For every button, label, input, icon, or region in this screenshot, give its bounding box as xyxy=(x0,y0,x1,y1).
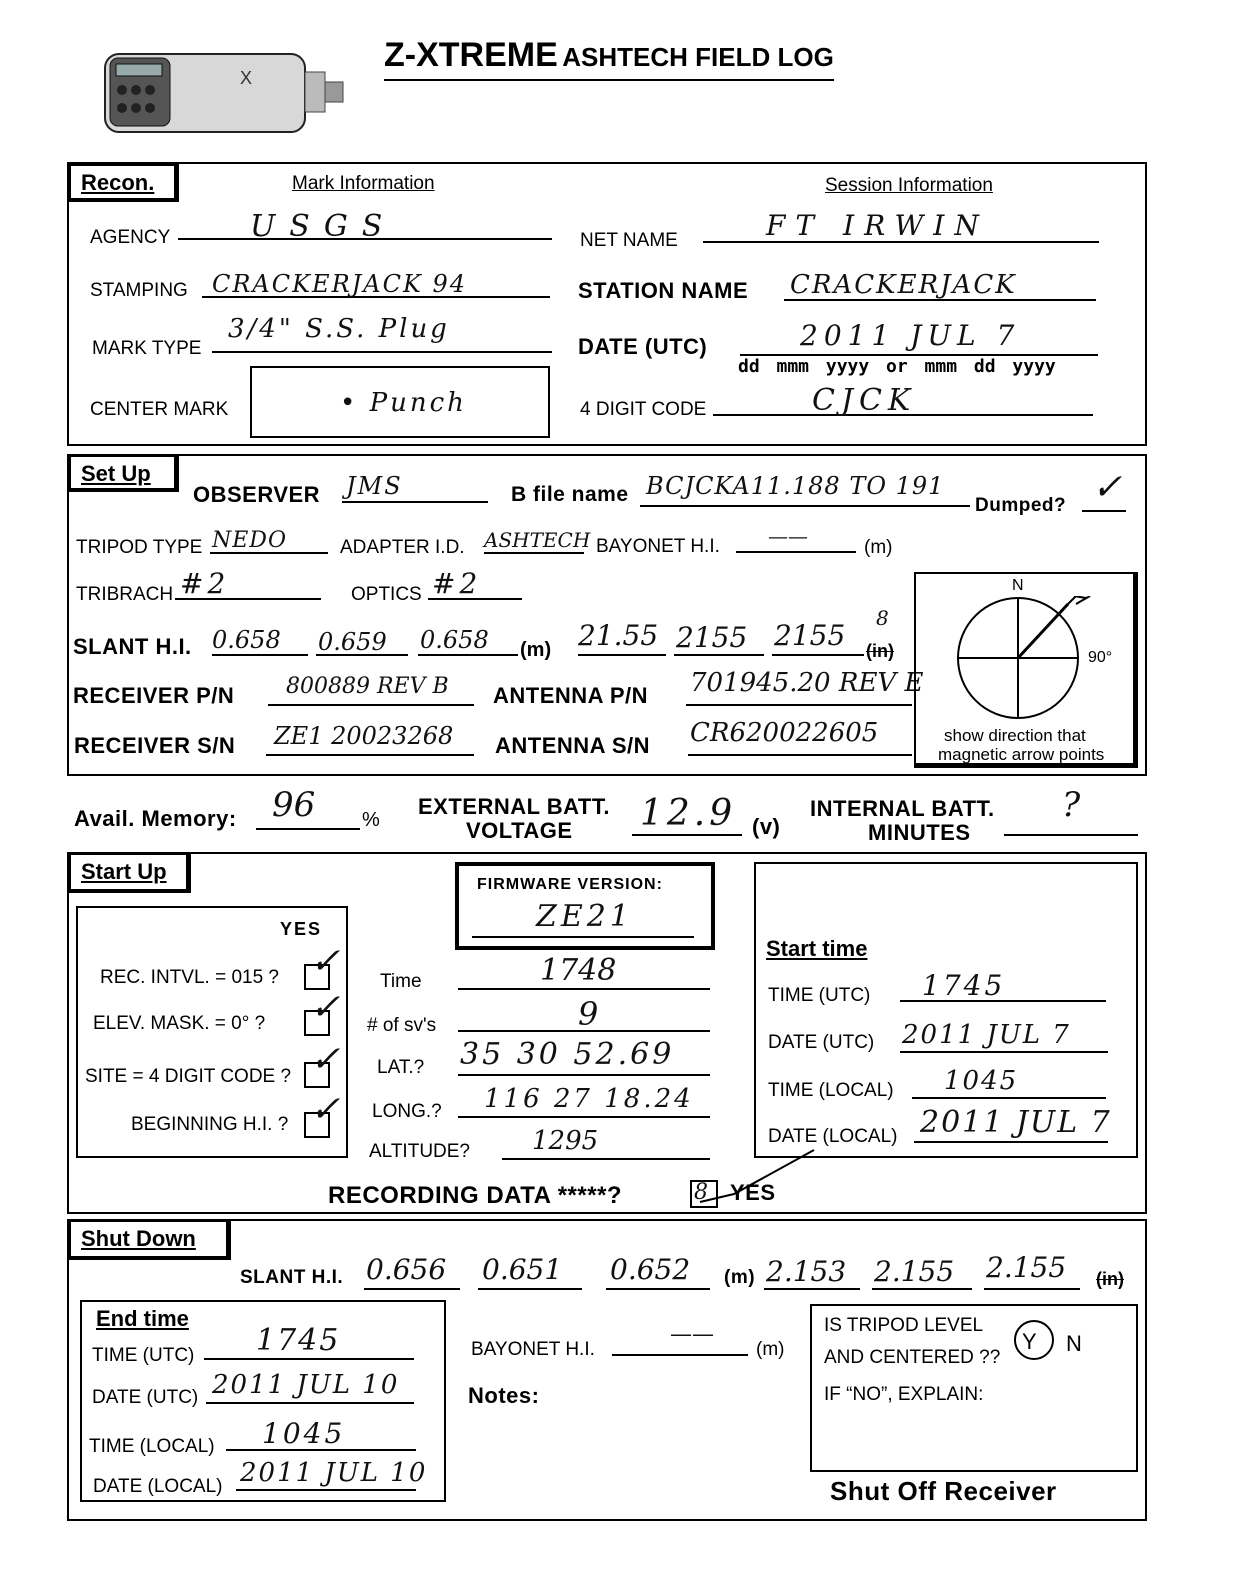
int-batt-value[interactable]: ? xyxy=(1062,785,1081,825)
compass-dial[interactable] xyxy=(950,596,1113,720)
ext-batt-label-1: EXTERNAL BATT. xyxy=(418,794,610,819)
su-sv-label: # of sv's xyxy=(367,1015,437,1036)
bayonet-hi-label: BAYONET H.I. xyxy=(596,536,720,557)
sd-slant-m-value-1[interactable]: 0.656 xyxy=(366,1253,447,1286)
su-time-line xyxy=(458,988,710,990)
agency-label: AGENCY xyxy=(90,227,171,248)
receiver-pn-value[interactable]: 800889 REV B xyxy=(286,674,449,699)
et-time-utc-line xyxy=(204,1358,414,1360)
check-elev-mask-mark: ✓ xyxy=(310,987,341,1028)
date-format-hint: dd mmm yyyy or mmm dd yyyy xyxy=(738,356,1056,377)
receiver-pn-label: RECEIVER P/N xyxy=(73,683,235,708)
st-date-utc-value[interactable]: 2011 JUL 7 xyxy=(902,1020,1071,1050)
slant-m-line-1 xyxy=(212,654,308,656)
bfile-value[interactable]: BCJCKA11.188 TO 191 xyxy=(646,472,945,500)
check-beginning-hi-label: BEGINNING H.I. ? xyxy=(131,1114,289,1135)
antenna-pn-label: ANTENNA P/N xyxy=(493,683,649,708)
antenna-pn-value[interactable]: 701945.20 REV E xyxy=(690,668,924,698)
observer-value[interactable]: JMS xyxy=(346,472,403,500)
slant-in-line-2 xyxy=(674,654,764,656)
st-time-utc-label: TIME (UTC) xyxy=(768,985,871,1006)
firmware-label: FIRMWARE VERSION: xyxy=(477,876,663,893)
slant-m-unit: (m) xyxy=(520,639,552,661)
adapter-id-line xyxy=(484,552,584,554)
sd-slant-in-value-1[interactable]: 2.153 xyxy=(766,1255,847,1288)
receiver-photo xyxy=(100,42,350,142)
bayonet-hi-line xyxy=(736,551,856,553)
et-date-local-label: DATE (LOCAL) xyxy=(93,1476,223,1497)
recording-data-yes: YES xyxy=(730,1180,776,1205)
avail-memory-line xyxy=(256,828,360,830)
bayonet-hi-value[interactable]: —— xyxy=(768,524,808,548)
antenna-sn-label: ANTENNA S/N xyxy=(495,733,651,758)
startup-tab: Start Up xyxy=(69,853,191,893)
su-long-value[interactable]: 116 27 18.24 xyxy=(484,1084,694,1114)
tribrach-label: TRIBRACH xyxy=(76,584,174,605)
receiver-sn-line xyxy=(266,754,474,756)
slant-m-value-2[interactable]: 0.659 xyxy=(318,628,387,656)
su-altitude-value[interactable]: 1295 xyxy=(532,1126,599,1156)
tripod-n-option[interactable]: N xyxy=(1066,1331,1082,1356)
et-time-local-label: TIME (LOCAL) xyxy=(89,1436,215,1457)
sd-slant-m-value-2[interactable]: 0.651 xyxy=(482,1253,563,1286)
tripod-q-line-1: IS TRIPOD LEVEL xyxy=(824,1315,984,1336)
su-lat-line xyxy=(458,1074,710,1076)
bfile-line xyxy=(640,505,970,507)
dumped-line xyxy=(1082,510,1126,512)
mark-type-line xyxy=(212,351,552,353)
form-title-big: Z-XTREME xyxy=(384,36,558,74)
st-time-local-line xyxy=(912,1097,1106,1099)
sd-bayonet-line xyxy=(612,1354,748,1356)
avail-memory-unit: % xyxy=(362,809,380,831)
session-info-heading: Session Information xyxy=(825,175,993,196)
dumped-value[interactable]: ✓ xyxy=(1092,467,1123,508)
explain-label: IF “NO”, EXPLAIN: xyxy=(824,1384,984,1405)
adapter-id-label: ADAPTER I.D. xyxy=(340,537,465,558)
su-lat-value[interactable]: 35 30 52.69 xyxy=(460,1037,675,1072)
su-sv-value[interactable]: 9 xyxy=(578,995,599,1033)
compass-north-label: N xyxy=(1012,577,1024,594)
check-site-code-label: SITE = 4 DIGIT CODE ? xyxy=(85,1066,292,1087)
et-date-utc-label: DATE (UTC) xyxy=(92,1387,199,1408)
sd-slant-in-line-1 xyxy=(764,1288,860,1290)
ext-batt-line xyxy=(632,834,742,836)
int-batt-label-2: MINUTES xyxy=(868,820,971,845)
sd-bayonet-unit: (m) xyxy=(756,1339,785,1360)
firmware-value[interactable]: ZE21 xyxy=(536,899,633,934)
st-date-utc-label: DATE (UTC) xyxy=(768,1032,875,1053)
code-value[interactable]: CJCK xyxy=(812,383,917,418)
form-title-rest: ASHTECH FIELD LOG xyxy=(562,42,834,72)
avail-memory-value[interactable]: 96 xyxy=(272,785,316,825)
et-time-local-value[interactable]: 1045 xyxy=(262,1417,346,1450)
shutdown-tab: Shut Down xyxy=(69,1220,231,1260)
shut-off-receiver-label: Shut Off Receiver xyxy=(830,1476,1057,1506)
int-batt-label-1: INTERNAL BATT. xyxy=(810,796,995,821)
mark-info-heading: Mark Information xyxy=(292,173,435,194)
recon-tab: Recon. xyxy=(69,164,179,202)
mark-type-label: MARK TYPE xyxy=(92,338,202,359)
center-mark-label: CENTER MARK xyxy=(90,399,229,420)
compass-90-label: 90° xyxy=(1088,649,1113,666)
ext-batt-unit: (v) xyxy=(752,814,781,839)
bfile-label: B file name xyxy=(511,483,629,506)
su-long-label: LONG.? xyxy=(372,1101,442,1122)
net-name-value[interactable]: FT IRWIN xyxy=(766,209,989,242)
st-time-utc-value[interactable]: 1745 xyxy=(922,969,1006,1002)
receiver-sn-label: RECEIVER S/N xyxy=(74,733,236,758)
st-date-local-label: DATE (LOCAL) xyxy=(768,1126,898,1147)
tripod-type-label: TRIPOD TYPE xyxy=(76,537,203,558)
antenna-sn-line xyxy=(688,754,912,756)
end-time-heading: End time xyxy=(96,1306,189,1331)
st-time-local-value[interactable]: 1045 xyxy=(944,1066,1019,1096)
svg-text:X: X xyxy=(240,68,253,88)
slant-hi-label: SLANT H.I. xyxy=(73,634,192,659)
slant-in-unit: (in) xyxy=(866,641,894,661)
check-rec-intvl-label: REC. INTVL. = 015 ? xyxy=(100,967,279,988)
slant-in-correction: 8 xyxy=(876,606,889,630)
sd-bayonet-value[interactable]: —— xyxy=(670,1322,714,1347)
check-elev-mask-label: ELEV. MASK. = 0° ? xyxy=(93,1013,266,1034)
slant-in-value-1[interactable]: 21.55 xyxy=(578,619,659,652)
su-long-line xyxy=(458,1116,710,1118)
start-time-heading: Start time xyxy=(766,936,868,961)
net-name-label: NET NAME xyxy=(580,230,678,251)
sd-slant-m-value-3[interactable]: 0.652 xyxy=(610,1253,691,1286)
su-lat-label: LAT.? xyxy=(377,1057,425,1078)
sd-bayonet-label: BAYONET H.I. xyxy=(471,1339,595,1360)
sd-slant-in-value-3[interactable]: 2.155 xyxy=(986,1251,1067,1284)
setup-tab: Set Up xyxy=(69,455,179,492)
dumped-label: Dumped? xyxy=(975,495,1067,516)
su-time-value[interactable]: 1748 xyxy=(540,953,617,988)
check-site-code-mark: ✓ xyxy=(310,1039,341,1080)
et-date-local-line xyxy=(236,1489,416,1491)
sd-slant-m-line-2 xyxy=(478,1288,582,1290)
sd-slant-in-value-2[interactable]: 2.155 xyxy=(874,1255,955,1288)
ext-batt-label-2: VOLTAGE xyxy=(466,818,573,843)
checklist-yes-label: YES xyxy=(280,919,323,939)
sd-slant-m-line-1 xyxy=(364,1288,460,1290)
tripod-q-line-2: AND CENTERED ?? xyxy=(824,1347,1001,1368)
station-name-value[interactable]: CRACKERJACK xyxy=(790,270,1017,300)
sd-slant-m-unit: (m) xyxy=(724,1267,756,1288)
et-date-local-value[interactable]: 2011 JUL 10 xyxy=(240,1458,428,1488)
firmware-line xyxy=(472,936,694,938)
slant-in-value-3[interactable]: 2155 xyxy=(774,619,846,652)
receiver-pn-line xyxy=(268,704,474,706)
recording-check-stroke xyxy=(694,1148,824,1208)
et-time-utc-label: TIME (UTC) xyxy=(92,1345,195,1366)
st-date-utc-line xyxy=(900,1051,1108,1053)
slant-m-value-3[interactable]: 0.658 xyxy=(420,626,489,654)
slant-in-value-2[interactable]: 2155 xyxy=(676,621,748,654)
int-batt-line xyxy=(1004,834,1138,836)
slant-m-value-1[interactable]: 0.658 xyxy=(212,626,281,654)
su-time-label: Time xyxy=(380,971,422,992)
compass-caption-2: magnetic arrow points xyxy=(938,745,1105,764)
observer-label: OBSERVER xyxy=(193,482,321,507)
tripod-y-circle xyxy=(1014,1320,1054,1360)
su-altitude-label: ALTITUDE? xyxy=(369,1141,471,1162)
slant-m-line-3 xyxy=(418,654,518,656)
optics-value[interactable]: #2 xyxy=(432,567,482,600)
slant-in-line-1 xyxy=(578,654,666,656)
sd-slant-label: SLANT H.I. xyxy=(240,1267,344,1288)
adapter-id-value[interactable]: ASHTECH xyxy=(484,528,591,552)
antenna-sn-value[interactable]: CR620022605 xyxy=(690,718,879,748)
sd-slant-m-line-3 xyxy=(606,1288,710,1290)
mark-type-value[interactable]: 3/4" S.S. Plug xyxy=(228,314,450,344)
code-label: 4 DIGIT CODE xyxy=(580,399,707,420)
tripod-type-value[interactable]: NEDO xyxy=(212,528,287,553)
su-altitude-line xyxy=(502,1158,710,1160)
et-date-utc-line xyxy=(206,1402,414,1404)
notes-label: Notes: xyxy=(468,1383,540,1408)
tribrach-value[interactable]: #2 xyxy=(180,567,230,600)
st-time-local-label: TIME (LOCAL) xyxy=(768,1080,894,1101)
et-date-utc-value[interactable]: 2011 JUL 10 xyxy=(212,1370,400,1400)
date-utc-label: DATE (UTC) xyxy=(578,334,708,359)
st-date-local-value[interactable]: 2011 JUL 7 xyxy=(920,1105,1112,1140)
compass-caption-1: show direction that xyxy=(944,726,1086,745)
recording-data-label: RECORDING DATA *****? xyxy=(328,1182,623,1209)
check-rec-intvl-mark: ✓ xyxy=(310,941,341,982)
check-beginning-hi-mark: ✓ xyxy=(310,1089,341,1130)
sd-slant-in-line-3 xyxy=(984,1288,1080,1290)
st-date-local-line xyxy=(914,1141,1108,1143)
tripod-y-option[interactable]: Y xyxy=(1022,1329,1037,1354)
optics-label: OPTICS xyxy=(351,584,422,605)
bayonet-hi-unit: (m) xyxy=(864,537,893,558)
observer-line xyxy=(342,501,488,503)
center-mark-value[interactable]: • Punch xyxy=(340,388,467,418)
station-name-label: STATION NAME xyxy=(578,278,749,303)
antenna-pn-line xyxy=(686,704,912,706)
stamping-label: STAMPING xyxy=(90,280,188,301)
avail-memory-label: Avail. Memory: xyxy=(74,806,237,831)
stamping-value[interactable]: CRACKERJACK 94 xyxy=(212,270,468,298)
receiver-sn-value[interactable]: ZE1 20023268 xyxy=(274,722,454,750)
sd-slant-in-unit: (in) xyxy=(1096,1269,1124,1289)
sd-slant-in-line-2 xyxy=(872,1288,972,1290)
form-title xyxy=(384,36,834,81)
recording-data-mark: 8 xyxy=(694,1180,708,1205)
date-utc-value[interactable]: 2011 JUL 7 xyxy=(800,319,1021,352)
ext-batt-value[interactable]: 12.9 xyxy=(640,793,737,834)
agency-value[interactable]: USGS xyxy=(250,209,397,244)
slant-in-line-3 xyxy=(772,654,864,656)
et-time-utc-value[interactable]: 1745 xyxy=(256,1323,341,1358)
